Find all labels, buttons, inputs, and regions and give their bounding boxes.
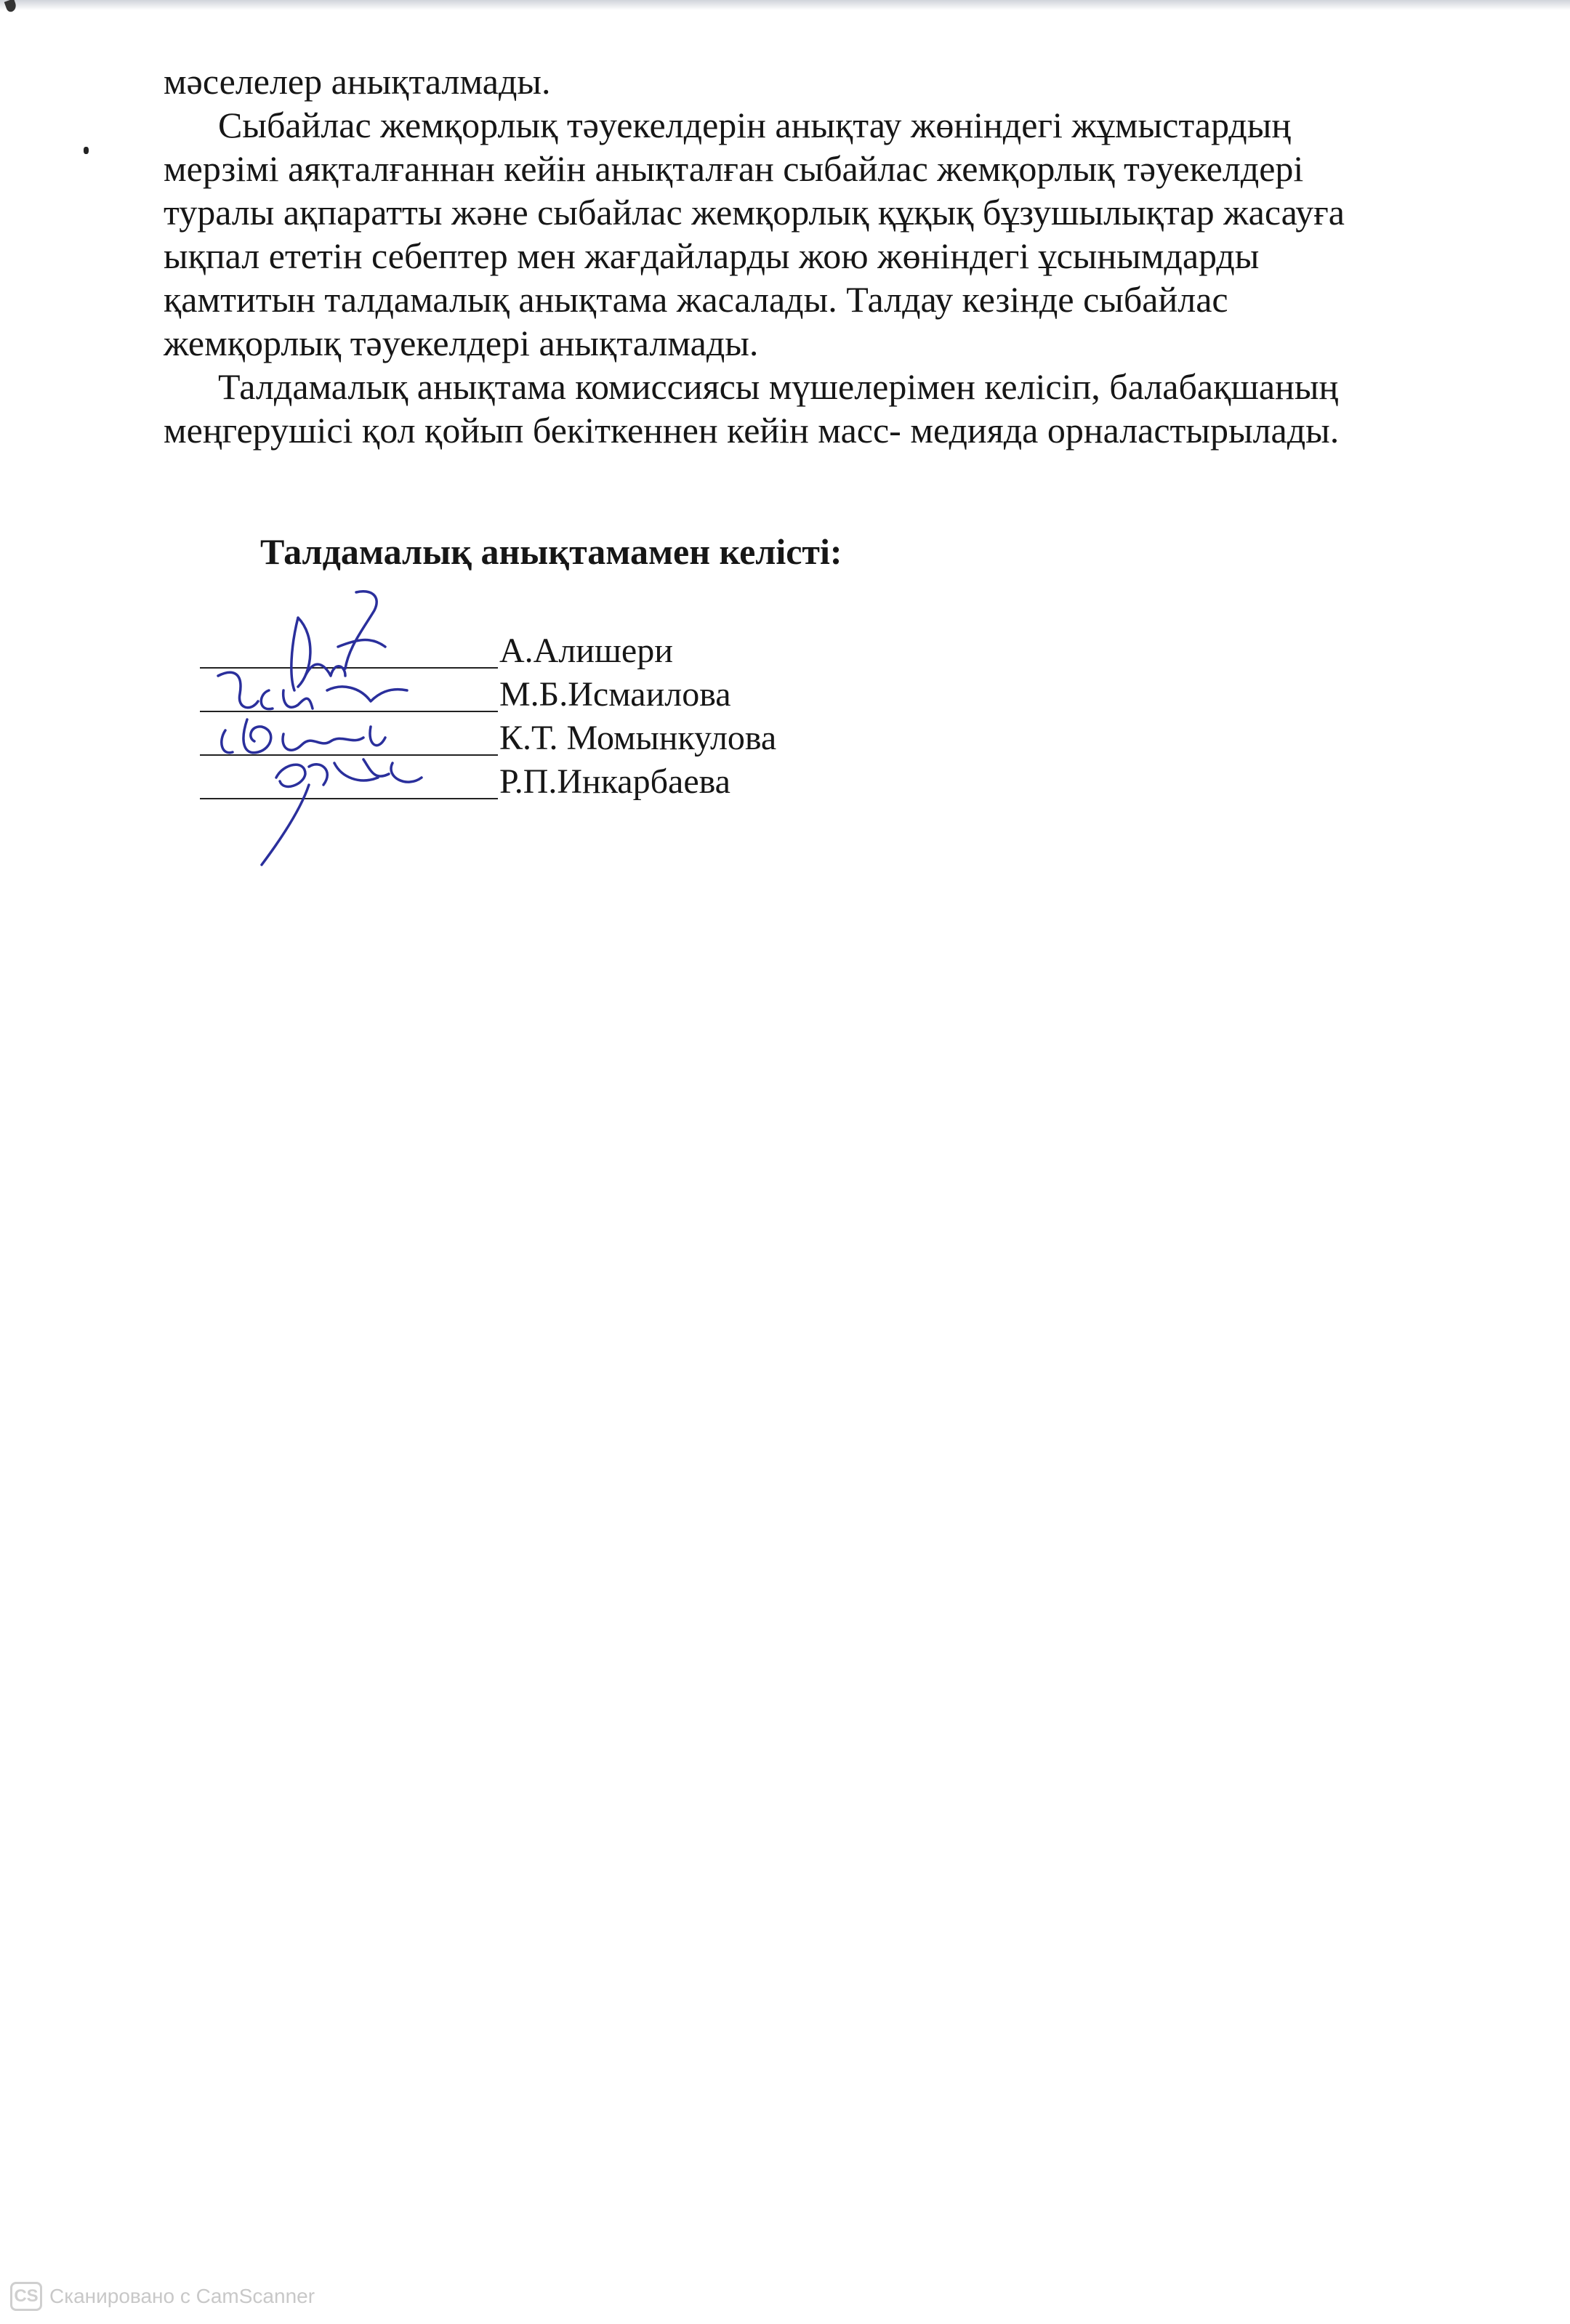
handwritten-signatures [189, 567, 465, 872]
approval-heading: Талдамалық анықтамамен келісті: [260, 531, 842, 572]
signatory-name: А.Алишери [499, 632, 673, 670]
paragraph-1 [164, 60, 1457, 103]
paragraph-line: Сыбайлас жемқорлық тәуекелдерін анықтау жөніндегі жұмыстардың [218, 105, 1292, 145]
camscanner-logo: CS [10, 2282, 42, 2311]
paragraph-line: қамтитын талдамалық анықтама жасалады. Талдау кезінде сыбайлас [164, 279, 1228, 320]
signature-stroke [262, 785, 309, 865]
scan-edge-shadow [0, 0, 1570, 10]
signature-stroke [218, 672, 313, 709]
paragraph-line: туралы ақпаратты және сыбайлас жемқорлық құқық бұзушылықтар жасауға [164, 192, 1345, 233]
scanner-text: Сканировано с CamScanner [49, 2285, 315, 2307]
paragraph-3 [164, 365, 1457, 452]
scanner-watermark [10, 2280, 315, 2312]
signatory-name: М.Б.Исмаилова [499, 675, 731, 714]
paragraph-line: мерзімі аяқталғаннан кейін анықталған сыбайлас жемқорлық тәуекелдері [164, 148, 1304, 189]
signatory-name: К.Т. Момынкулова [499, 719, 777, 757]
paragraph-line: ықпал ететін себептер мен жағдайларды жою жөніндегі ұсынымдарды [164, 235, 1260, 276]
scan-dot-mark [84, 147, 89, 154]
paragraph-2 [164, 103, 1457, 365]
body-text [164, 60, 1457, 452]
paragraph-line: жемқорлық тәуекелдері анықталмады. [164, 323, 759, 363]
signatory-name: Р.П.Инкарбаева [499, 762, 730, 801]
paragraph-line: Талдамалық анықтама комиссиясы мүшелерімен келісіп, балабақшаның [218, 366, 1339, 407]
paragraph-line: мәселелер анықталмады. [164, 61, 551, 102]
paragraph-line: меңгерушісі қол қойып бекіткеннен кейін масс- медияда орналастырылады. [164, 410, 1340, 451]
signature-stroke [327, 687, 407, 701]
signature-stroke [222, 719, 385, 753]
signature-stroke [291, 618, 345, 690]
signature-stroke [276, 759, 422, 786]
signature-stroke [338, 592, 385, 669]
